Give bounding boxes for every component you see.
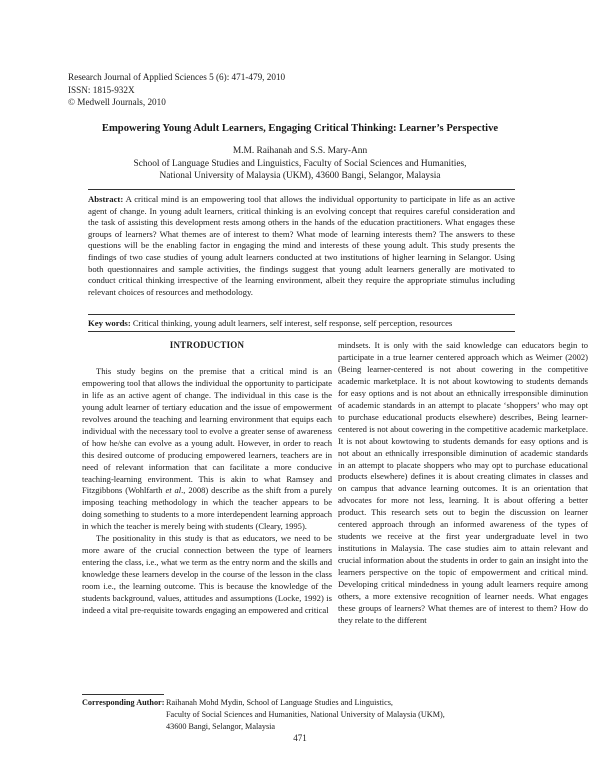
abstract-top-rule [88,189,515,190]
corresponding-author-row [82,697,445,709]
journal-issn: ISSN: 1815-932X [68,84,135,95]
author-names: M.M. Raihanah and S.S. Mary-Ann [232,146,368,156]
corresponding-author-label: Corresponding Author: [82,698,165,707]
corresponding-author [82,697,445,734]
intro-paragraph-2: The positionality in this study is that as educators, we need to be more aware of the crucial connection between the type of learners entering the class, i.e., what we term as the entry norm and the skills and knowledge these learners develop in the course of the lesson in the class room i.e., the learning outcome. This is because the knowledge of the students background, values, attitudes and assumptions (Locke, 1992) is indeed a vital pre-requisite towards engaging an empowered and critical [82,533,332,616]
keywords-label: Key words: [88,318,131,328]
journal-copyright: © Medwell Journals, 2010 [68,97,166,108]
abstract [88,194,515,298]
page-number: 471 [293,733,307,743]
keywords-text: Critical thinking, young adult learners, self interest, self response, self perception, resources [132,318,453,328]
abstract-bottom-rule [88,314,515,315]
keywords [88,318,515,330]
abstract-label: Abstract: [88,194,124,204]
corresponding-line-3: 43600 Bangi, Selangor, Malaysia [166,722,276,732]
paper-title: Empowering Young Adult Learners, Engaging Critical Thinking: Learner’s Perspective [101,123,499,134]
intro-paragraph-3: mindsets. It is only with the said knowledge can educators begin to participate in a true learner centered approach which as Weimer (2002) (Being learner-centered is not about cowering in the competitive academic marketplace. It is not about kowtowing to students demands for easy options and is not about an ethnically irresponsible diminution of academic standards in an attempt to placate ‘shoppers’ who may opt to purchase educational products elsewhere) describes, Being learner-centered is not about cowering in the competitive academic marketplace. It is not about kowtowing to students demands for easy options and is not about an ethnically irresponsible diminution of academic standards in an attempt to placate shoppers who may opt to purchase educational products elsewhere) defines it is about creating climates in classes and on campus that advance learning outcomes. It is an orientation that advocates for more not less, learning. It is about offering a better product. This research sets out to begin the discussion on learner centered approach through an informed awareness of the types of students we receive at the first year undergraduate level in two institutions in Malaysia. The case studies aim to attain relevant and crucial information about the students in order to gain an insight into the learners perspective on the topic of empowerment and critical mind. Developing critical mindedness in young adult learners require among others, a more extensive recognition of learner needs. What engages these groups of learners? What themes are of interest to them? How do they relate to the different [338,340,588,625]
affiliation-line-2: National University of Malaysia (UKM), 43600 Bangi, Selangor, Malaysia [159,171,441,182]
abstract-text: A critical mind is an empowering tool that allows the individual opportunity to participate in life as an active agent of change. In young adult learners, critical thinking is an evolving concept that requires careful consideration and the task of assisting this development rests among others in the hands of the education practitioners. What engages these groups of learners? What themes are of interest to them? What mode of learning interests them? The answers to these questions will be the enabling factor in engaging the mind and interests of these young adult. This study presents the findings of two case studies of young adult learners conducted at two institutions of higher learning in Selangor. Using both questionnaires and sample activities, the findings suggest that young adult learners generally are motivated to conduct critical thinking irrespective of the learning environment, albeit they require the appropriate stimulus including relevant choices of resources and methodology. [88,194,515,297]
affiliation-line-1: School of Language Studies and Linguistics, Faculty of Social Sciences and Humanities, [133,158,467,169]
journal-header [68,71,285,109]
introduction-heading: INTRODUCTION [169,340,245,350]
author-block [40,145,560,183]
keywords-bottom-rule [88,331,515,332]
footnote-rule [82,694,164,695]
intro-p1-text-a: This study begins on the premise that a critical mind is an empowering tool that allows the individual the opportunity to participate in life as an active agent of change. The individual in this case is the young adult learner of tertiary education and the issue of empowerment revolves around the teaching and learning environment that equips each individual with the necessary tool to evolve a greater sense of awareness of how he/she can evolve as a young adult. However, in order to reach this desired outcome of producing empowered learners, teachers are in need of relevant information that can facilitate a more conducive teaching-learning environment. This is akin to what Ramsey and Fitzgibbons (Wohlfarth [82,365,332,496]
intro-p1-text-b: ., 2008) describe as the shift from a purely imposing teaching methodology in which the teacher appears to be doing something to students to a more interdependent learning approach in which the teacher is merely being with students (Cleary, 1995). [82,485,333,532]
intro-paragraph-1 [82,366,332,533]
intro-p1-etal: et al [165,485,182,496]
journal-citation: Research Journal of Applied Sciences 5 (6): 471-479, 2010 [68,72,286,82]
left-column [82,340,332,617]
right-column [338,340,588,627]
corresponding-line-2: Faculty of Social Sciences and Humanities, National University of Malaysia (UKM), [166,710,445,720]
corresponding-line-1: Raihanah Mohd Mydin, School of Language Studies and Linguistics, [166,698,393,707]
